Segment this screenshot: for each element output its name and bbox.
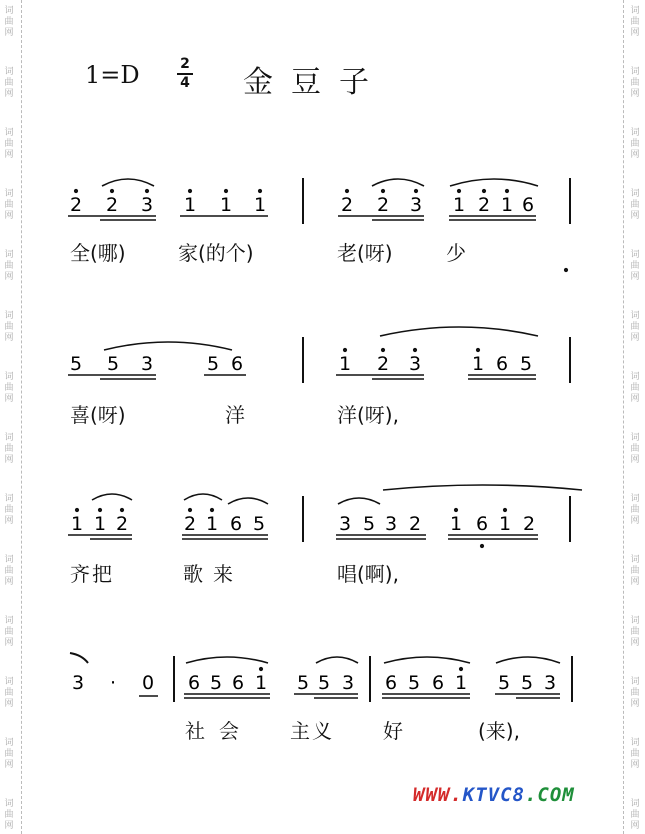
watermark-glyph: 词 bbox=[630, 494, 640, 504]
note-digit: 1 bbox=[253, 194, 267, 216]
watermark-glyph: 曲 bbox=[4, 78, 14, 88]
watermark-glyph: 网 bbox=[4, 821, 14, 831]
watermark-glyph: 网 bbox=[4, 28, 14, 38]
watermark-glyph: 曲 bbox=[630, 139, 640, 149]
watermark-glyph: 曲 bbox=[630, 627, 640, 637]
website-part: KTVC8 bbox=[462, 784, 525, 806]
watermark-glyph: 网 bbox=[630, 272, 640, 282]
note-digit: 2 bbox=[69, 194, 83, 216]
note-digit: 1 bbox=[452, 194, 466, 216]
watermark-glyph: 网 bbox=[630, 89, 640, 99]
lyric: (来), bbox=[478, 719, 520, 743]
octave-dot bbox=[98, 508, 102, 512]
octave-dot bbox=[505, 189, 509, 193]
watermark-glyph: 曲 bbox=[4, 566, 14, 576]
lyric: 家(的个) bbox=[178, 241, 254, 265]
note-digit: 1 bbox=[254, 672, 268, 694]
watermark-glyph: 网 bbox=[4, 394, 14, 404]
note-digit: 2 bbox=[105, 194, 119, 216]
lyric: 社会 bbox=[185, 719, 253, 743]
octave-dot bbox=[482, 189, 486, 193]
note-digit: 1 bbox=[93, 513, 107, 535]
watermark-glyph: 网 bbox=[630, 333, 640, 343]
note-digit: 5 bbox=[69, 353, 83, 375]
lyric: 少 bbox=[446, 241, 466, 265]
note-digit: 5 bbox=[296, 672, 310, 694]
note-digit: 1 bbox=[500, 194, 514, 216]
octave-dot bbox=[345, 189, 349, 193]
note-digit: 2 bbox=[376, 194, 390, 216]
song-title: 金豆子 bbox=[243, 65, 387, 100]
note-digit: 3 bbox=[341, 672, 355, 694]
watermark-glyph: 曲 bbox=[630, 688, 640, 698]
note-digit: 1 bbox=[498, 513, 512, 535]
website-part: .COM bbox=[524, 784, 575, 806]
note-digit: 1 bbox=[219, 194, 233, 216]
note-digit: 6 bbox=[521, 194, 535, 216]
watermark-glyph: 网 bbox=[630, 699, 640, 709]
note-digit: 6 bbox=[475, 513, 489, 535]
note-digit: 3 bbox=[140, 194, 154, 216]
octave-dot bbox=[476, 348, 480, 352]
slur bbox=[496, 657, 560, 663]
note-digit: 3 bbox=[338, 513, 352, 535]
watermark-glyph: 曲 bbox=[4, 139, 14, 149]
time-signature-denominator: 4 bbox=[180, 75, 190, 91]
note-digit: 6 bbox=[431, 672, 445, 694]
watermark-glyph: 曲 bbox=[630, 322, 640, 332]
watermark-glyph: 网 bbox=[630, 394, 640, 404]
watermark-glyph: 曲 bbox=[630, 17, 640, 27]
note-digit: 6 bbox=[495, 353, 509, 375]
watermark-glyph: 网 bbox=[4, 516, 14, 526]
watermark-glyph: 网 bbox=[4, 577, 14, 587]
watermark-glyph: 网 bbox=[630, 150, 640, 160]
octave-dot bbox=[381, 348, 385, 352]
watermark-glyph: 网 bbox=[630, 211, 640, 221]
slur bbox=[186, 657, 268, 663]
octave-dot bbox=[110, 189, 114, 193]
watermark-glyph: 词 bbox=[630, 189, 640, 199]
slur bbox=[372, 179, 424, 186]
watermark-glyph: 曲 bbox=[4, 444, 14, 454]
watermark-glyph: 曲 bbox=[4, 17, 14, 27]
watermark-glyph: 网 bbox=[4, 699, 14, 709]
note-digit: 5 bbox=[317, 672, 331, 694]
lyric: 好 bbox=[383, 719, 403, 743]
note-digit: 3 bbox=[384, 513, 398, 535]
watermark-glyph: 曲 bbox=[630, 566, 640, 576]
watermark-glyph: 网 bbox=[630, 455, 640, 465]
note-digit: 2 bbox=[115, 513, 129, 535]
watermark-glyph: 网 bbox=[4, 89, 14, 99]
note-digit: 6 bbox=[229, 513, 243, 535]
watermark-glyph: 曲 bbox=[4, 749, 14, 759]
note-digit: 1 bbox=[338, 353, 352, 375]
watermark-glyph: 词 bbox=[4, 250, 14, 260]
octave-dot bbox=[480, 544, 484, 548]
note-digit: 1 bbox=[205, 513, 219, 535]
note-digit: 1 bbox=[471, 353, 485, 375]
note-digit: 2 bbox=[340, 194, 354, 216]
octave-dot bbox=[145, 189, 149, 193]
watermark-glyph: 网 bbox=[4, 455, 14, 465]
note-digit: · bbox=[109, 672, 117, 694]
octave-dot bbox=[188, 189, 192, 193]
watermark-glyph: 词 bbox=[630, 738, 640, 748]
slur bbox=[338, 498, 380, 504]
watermark-glyph: 网 bbox=[630, 760, 640, 770]
watermark-glyph: 词 bbox=[630, 616, 640, 626]
note-digit: 5 bbox=[252, 513, 266, 535]
note-digit: 6 bbox=[384, 672, 398, 694]
watermark-glyph: 词 bbox=[630, 6, 640, 16]
octave-dot bbox=[75, 508, 79, 512]
note-digit: 2 bbox=[522, 513, 536, 535]
watermark-glyph: 词 bbox=[4, 67, 14, 77]
note-digit: 5 bbox=[106, 353, 120, 375]
watermark-glyph: 词 bbox=[630, 250, 640, 260]
lyric: 洋 bbox=[225, 403, 245, 427]
slur bbox=[92, 494, 132, 500]
watermark-glyph: 曲 bbox=[630, 383, 640, 393]
watermark-glyph: 词 bbox=[4, 128, 14, 138]
lyric: 全(哪) bbox=[70, 241, 126, 265]
watermark-glyph: 曲 bbox=[630, 810, 640, 820]
watermark-glyph: 词 bbox=[630, 555, 640, 565]
watermark-glyph: 网 bbox=[630, 638, 640, 648]
watermark-glyph: 词 bbox=[4, 6, 14, 16]
watermark-glyph: 词 bbox=[4, 494, 14, 504]
watermark-glyph: 网 bbox=[630, 28, 640, 38]
slur bbox=[228, 498, 268, 504]
note-digit: 3 bbox=[408, 353, 422, 375]
note-digit: 3 bbox=[140, 353, 154, 375]
watermark-glyph: 曲 bbox=[630, 749, 640, 759]
watermark-glyph: 曲 bbox=[4, 688, 14, 698]
slur bbox=[380, 327, 538, 336]
slur bbox=[102, 179, 154, 186]
note-digit: 5 bbox=[362, 513, 376, 535]
note-digit: 5 bbox=[519, 353, 533, 375]
website-part: WWW. bbox=[413, 784, 463, 806]
watermark-glyph: 词 bbox=[4, 189, 14, 199]
octave-dot bbox=[210, 508, 214, 512]
slur bbox=[70, 653, 88, 663]
note-digit: 3 bbox=[409, 194, 423, 216]
watermark-glyph: 网 bbox=[4, 333, 14, 343]
slur bbox=[316, 657, 358, 663]
watermark-glyph: 曲 bbox=[4, 200, 14, 210]
note-digit: 1 bbox=[183, 194, 197, 216]
note-digit: 2 bbox=[477, 194, 491, 216]
note-digit: 6 bbox=[230, 353, 244, 375]
watermark-glyph: 词 bbox=[4, 799, 14, 809]
octave-dot bbox=[459, 667, 463, 671]
watermark-glyph: 词 bbox=[630, 799, 640, 809]
watermark-glyph: 曲 bbox=[4, 810, 14, 820]
note-digit: 2 bbox=[376, 353, 390, 375]
note-digit: 0 bbox=[141, 672, 155, 694]
watermark-glyph: 网 bbox=[4, 150, 14, 160]
watermark-glyph: 曲 bbox=[4, 322, 14, 332]
watermark-glyph: 网 bbox=[630, 516, 640, 526]
watermark-glyph: 曲 bbox=[630, 78, 640, 88]
slur bbox=[104, 342, 232, 350]
watermark-glyph: 词 bbox=[4, 616, 14, 626]
octave-dot bbox=[414, 189, 418, 193]
octave-dot bbox=[503, 508, 507, 512]
watermark-glyph: 曲 bbox=[630, 261, 640, 271]
note-digit: 6 bbox=[231, 672, 245, 694]
watermark-glyph: 词 bbox=[4, 433, 14, 443]
note-digit: 6 bbox=[187, 672, 201, 694]
watermark-glyph: 词 bbox=[630, 67, 640, 77]
watermark-glyph: 网 bbox=[630, 577, 640, 587]
lyric: 唱(啊), bbox=[337, 562, 399, 586]
lyric: 喜(呀) bbox=[70, 403, 126, 427]
octave-dot bbox=[188, 508, 192, 512]
watermark-glyph: 曲 bbox=[630, 200, 640, 210]
note-digit: 1 bbox=[70, 513, 84, 535]
watermark-glyph: 曲 bbox=[4, 505, 14, 515]
note-digit: 3 bbox=[543, 672, 557, 694]
watermark-glyph: 词 bbox=[630, 128, 640, 138]
watermark-glyph: 曲 bbox=[630, 505, 640, 515]
octave-dot bbox=[120, 508, 124, 512]
note-digit: 5 bbox=[520, 672, 534, 694]
octave-dot bbox=[258, 189, 262, 193]
watermark-glyph: 曲 bbox=[4, 383, 14, 393]
watermark-glyph: 词 bbox=[4, 311, 14, 321]
watermark-glyph: 曲 bbox=[630, 444, 640, 454]
watermark-glyph: 曲 bbox=[4, 627, 14, 637]
key-signature: 1=D bbox=[85, 61, 140, 89]
watermark-glyph: 网 bbox=[4, 760, 14, 770]
watermark-glyph: 网 bbox=[4, 638, 14, 648]
slur bbox=[450, 179, 538, 186]
note-digit: 1 bbox=[449, 513, 463, 535]
watermark-glyph: 词 bbox=[630, 311, 640, 321]
note-digit: 2 bbox=[408, 513, 422, 535]
website-watermark bbox=[413, 784, 575, 806]
note-digit: 5 bbox=[407, 672, 421, 694]
lyric: 歌来 bbox=[183, 562, 243, 586]
lyric: 洋(呀), bbox=[337, 403, 399, 427]
note-digit: 3 bbox=[71, 672, 85, 694]
note-digit: 5 bbox=[209, 672, 223, 694]
octave-dot bbox=[224, 189, 228, 193]
octave-dot bbox=[259, 667, 263, 671]
octave-dot bbox=[343, 348, 347, 352]
watermark-glyph: 网 bbox=[630, 821, 640, 831]
watermark-glyph: 词 bbox=[630, 433, 640, 443]
octave-dot bbox=[413, 348, 417, 352]
lyric: 老(呀) bbox=[337, 241, 393, 265]
watermark-glyph: 词 bbox=[630, 677, 640, 687]
lyric: 齐把 bbox=[70, 562, 114, 586]
note-digit: 5 bbox=[497, 672, 511, 694]
slur bbox=[383, 485, 582, 490]
slur bbox=[184, 494, 222, 500]
watermark-glyph: 网 bbox=[4, 211, 14, 221]
octave-dot bbox=[381, 189, 385, 193]
octave-dot bbox=[74, 189, 78, 193]
slur bbox=[384, 657, 470, 663]
octave-dot bbox=[457, 189, 461, 193]
octave-dot bbox=[564, 268, 568, 272]
watermark-glyph: 词 bbox=[4, 372, 14, 382]
watermark-glyph: 词 bbox=[630, 372, 640, 382]
octave-dot bbox=[454, 508, 458, 512]
lyric: 主义 bbox=[290, 719, 334, 743]
watermark-glyph: 词 bbox=[4, 555, 14, 565]
watermark-glyph: 网 bbox=[4, 272, 14, 282]
note-digit: 1 bbox=[454, 672, 468, 694]
time-signature-numerator: 2 bbox=[180, 56, 190, 72]
note-digit: 2 bbox=[183, 513, 197, 535]
watermark-glyph: 词 bbox=[4, 677, 14, 687]
note-digit: 5 bbox=[206, 353, 220, 375]
watermark-glyph: 曲 bbox=[4, 261, 14, 271]
watermark-glyph: 词 bbox=[4, 738, 14, 748]
